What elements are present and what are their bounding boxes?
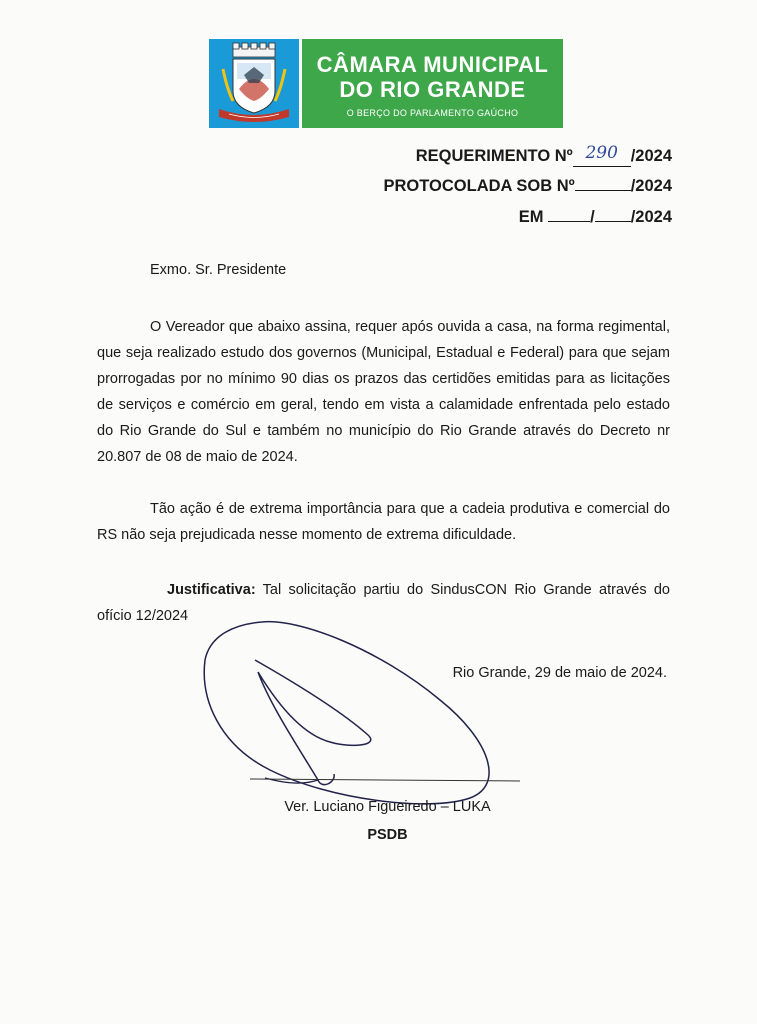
em-year: /2024 (630, 208, 672, 226)
coat-of-arms-icon (209, 39, 299, 128)
requerimento-number-field (573, 143, 631, 167)
institution-tagline: O BERÇO DO PARLAMENTO GAÚCHO (346, 108, 519, 118)
em-day-blank (548, 208, 590, 222)
place-and-date: Rio Grande, 29 de maio de 2024. (452, 665, 667, 681)
justification-text: Tal solicitação partiu do SindusCON Rio Grande através do ofício 12/2024 (97, 582, 670, 624)
requerimento-year: /2024 (630, 147, 672, 165)
protocolada-label: PROTOCOLADA SOB Nº (383, 177, 575, 195)
paragraph-1-text: O Vereador que abaixo assina, requer após ouvida a casa, na forma regimental, que seja realizado estudo dos governos (Municipal, Estadual e Federal) para que sejam prorrogadas por no mínimo 90 dias os prazos das certidões emitidas para as licitações de serviços e comércio em geral, tendo em vista a calamidade enfrentada pelo estado do Rio Grande do Sul e também no município do Rio Grande através do Decreto nr 20.807 de 08 de maio de 2024. (97, 319, 670, 465)
paragraph-2-text: Tão ação é de extrema importância para que a cadeia produtiva e comercial do RS não seja prejudicada nesse momento de extrema dificuldade. (97, 501, 670, 543)
protocolada-year: /2024 (630, 177, 672, 195)
signer-name: Ver. Luciano Figueiredo – LUKA (284, 799, 491, 815)
institution-banner (302, 39, 563, 128)
requerimento-number: 290 (585, 143, 618, 163)
em-month-blank (595, 208, 631, 222)
justification-label: Justificativa: (167, 582, 256, 598)
body-paragraph-1 (97, 314, 670, 470)
salutation: Exmo. Sr. Presidente (150, 262, 287, 278)
institution-name-line2: DO RIO GRANDE (339, 77, 526, 102)
requerimento-line (415, 143, 672, 167)
justification-paragraph (97, 577, 670, 629)
protocolada-line (384, 177, 673, 196)
em-date-line (519, 208, 672, 227)
body-paragraph-2 (97, 496, 670, 548)
requerimento-label: REQUERIMENTO Nº (415, 147, 573, 165)
em-slash: / (590, 208, 595, 226)
em-label: EM (518, 208, 544, 226)
signer-party: PSDB (367, 827, 408, 843)
institution-name-line1: CÂMARA MUNICIPAL (316, 52, 549, 77)
protocolada-number-blank (575, 177, 631, 191)
